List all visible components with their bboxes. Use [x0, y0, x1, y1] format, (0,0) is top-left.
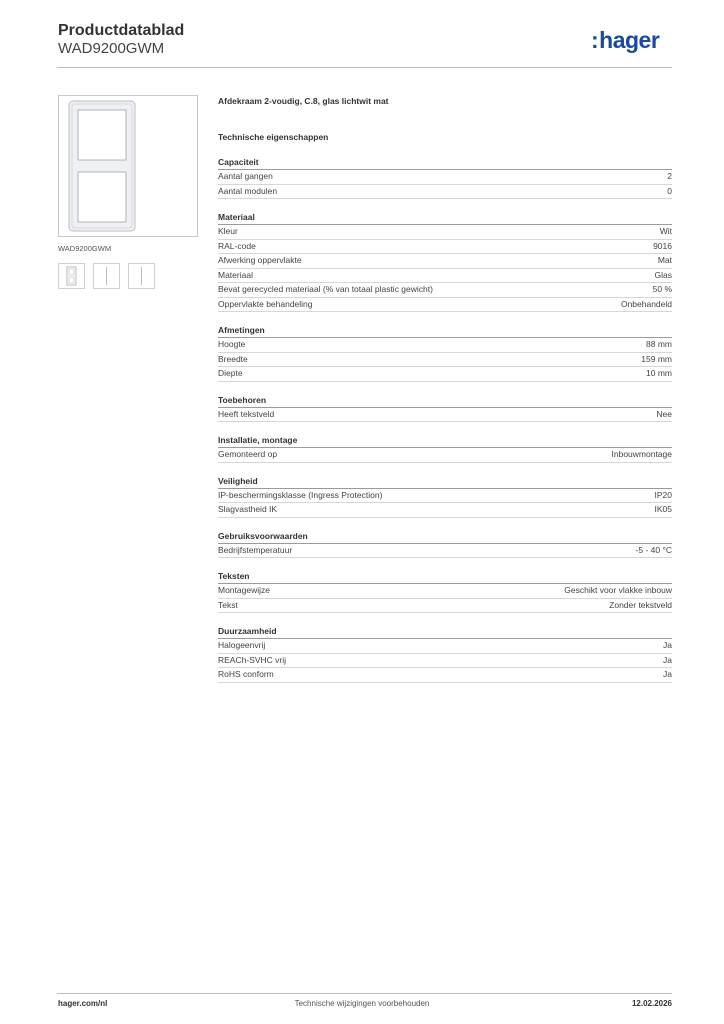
spec-label: REACh-SVHC vrij	[218, 654, 287, 665]
spec-label: Aantal modulen	[218, 185, 278, 196]
spec-row	[218, 408, 672, 423]
section-title: Gebruiksvoorwaarden	[218, 530, 672, 544]
spec-row	[218, 254, 672, 269]
spec-row	[218, 448, 672, 463]
footer-divider	[57, 993, 672, 994]
section-title: Afmetingen	[218, 324, 672, 338]
spec-row	[218, 367, 672, 382]
thumbnail-strip	[58, 263, 155, 289]
spec-value: IP20	[654, 489, 672, 500]
thumbnail-side-view[interactable]	[93, 263, 120, 289]
spec-label: Heeft tekstveld	[218, 408, 275, 419]
spec-label: Oppervlakte behandeling	[218, 298, 313, 309]
logo-text: hager	[599, 27, 660, 53]
spec-value: 159 mm	[641, 353, 672, 364]
spec-row	[218, 668, 672, 683]
spec-label: Aantal gangen	[218, 171, 273, 181]
spec-row	[218, 599, 672, 614]
spec-value: Mat	[657, 255, 672, 265]
section-title: Toebehoren	[218, 394, 672, 408]
spec-label: Bedrijfstemperatuur	[218, 544, 293, 555]
footer-notice: Technische wijzigingen voorbehouden	[294, 999, 430, 1008]
spec-row	[218, 269, 672, 284]
spec-value: Ja	[663, 654, 672, 665]
thumbnail-top-view[interactable]	[128, 263, 155, 289]
spec-row	[218, 503, 672, 518]
spec-row	[218, 240, 672, 255]
spec-value: Glas	[654, 269, 672, 280]
spec-row	[218, 283, 672, 298]
logo-mark-icon: :	[591, 27, 599, 53]
spec-label: Montagewijze	[218, 585, 270, 595]
spec-sections	[218, 156, 672, 683]
spec-row	[218, 170, 672, 185]
spec-value: 88 mm	[646, 339, 672, 349]
spec-label: Afwerking oppervlakte	[218, 255, 302, 265]
spec-label: Breedte	[218, 353, 248, 364]
spec-label: RAL-code	[218, 240, 256, 251]
spec-label: Bevat gerecycled materiaal (% van totaal plastic gewicht)	[218, 284, 433, 294]
spec-row	[218, 338, 672, 353]
spec-row	[218, 639, 672, 654]
spec-label: IP-beschermingsklasse (Ingress Protection)	[218, 489, 383, 500]
spec-value: Ja	[663, 669, 672, 679]
spec-label: Kleur	[218, 226, 238, 236]
tech-heading: Technische eigenschappen	[218, 132, 329, 142]
spec-value: 50 %	[652, 284, 672, 294]
spec-value: Geschikt voor vlakke inbouw	[564, 585, 672, 595]
footer-website-link[interactable]: hager.com/nl	[58, 999, 108, 1008]
spec-section	[218, 530, 672, 559]
spec-row	[218, 489, 672, 504]
spec-value: Inbouwmontage	[611, 449, 672, 459]
section-title: Veiligheid	[218, 475, 672, 489]
spec-value: 9016	[653, 240, 672, 251]
spec-label: RoHS conform	[218, 669, 274, 679]
product-image-caption: WAD9200GWM	[58, 244, 112, 253]
section-title: Capaciteit	[218, 156, 672, 170]
spec-value: 0	[667, 185, 672, 196]
spec-label: Halogeenvrij	[218, 640, 266, 650]
product-image	[58, 95, 198, 237]
spec-section	[218, 475, 672, 518]
product-reference: WAD9200GWM	[58, 40, 165, 57]
spec-section	[218, 156, 672, 199]
header-divider	[57, 67, 672, 68]
spec-section	[218, 394, 672, 423]
spec-row	[218, 298, 672, 313]
spec-row	[218, 584, 672, 599]
spec-row	[218, 225, 672, 240]
spec-row	[218, 544, 672, 559]
spec-value: IK05	[654, 504, 672, 514]
spec-label: Slagvastheid IK	[218, 504, 278, 514]
page-title: Productdatablad	[58, 22, 185, 39]
section-title: Installatie, montage	[218, 434, 672, 448]
footer-date: 12.02.2026	[631, 999, 672, 1008]
spec-value: Zonder tekstveld	[609, 599, 672, 610]
spec-value: 2	[667, 171, 672, 181]
spec-row	[218, 654, 672, 669]
spec-value: 10 mm	[646, 368, 672, 378]
spec-section	[218, 434, 672, 463]
thumbnail-front-view[interactable]	[58, 263, 85, 289]
section-title: Teksten	[218, 570, 672, 584]
spec-section	[218, 570, 672, 613]
spec-section	[218, 324, 672, 382]
spec-value: Wit	[659, 226, 672, 236]
spec-content	[218, 94, 672, 683]
spec-label: Gemonteerd op	[218, 449, 278, 459]
section-title: Duurzaamheid	[218, 625, 672, 639]
section-title: Materiaal	[218, 211, 672, 225]
product-description: Afdekraam 2-voudig, C.8, glas lichtwit mat	[218, 96, 389, 106]
spec-row	[218, 185, 672, 200]
spec-label: Diepte	[218, 368, 243, 378]
brand-logo	[591, 27, 659, 54]
spec-row	[218, 353, 672, 368]
spec-value: Nee	[656, 408, 672, 419]
spec-value: Ja	[663, 640, 672, 650]
spec-value: -5 - 40 °C	[635, 544, 672, 555]
spec-label: Materiaal	[218, 269, 253, 280]
spec-section	[218, 625, 672, 683]
spec-label: Tekst	[218, 599, 238, 610]
spec-label: Hoogte	[218, 339, 246, 349]
spec-section	[218, 211, 672, 312]
spec-value: Onbehandeld	[620, 298, 672, 309]
